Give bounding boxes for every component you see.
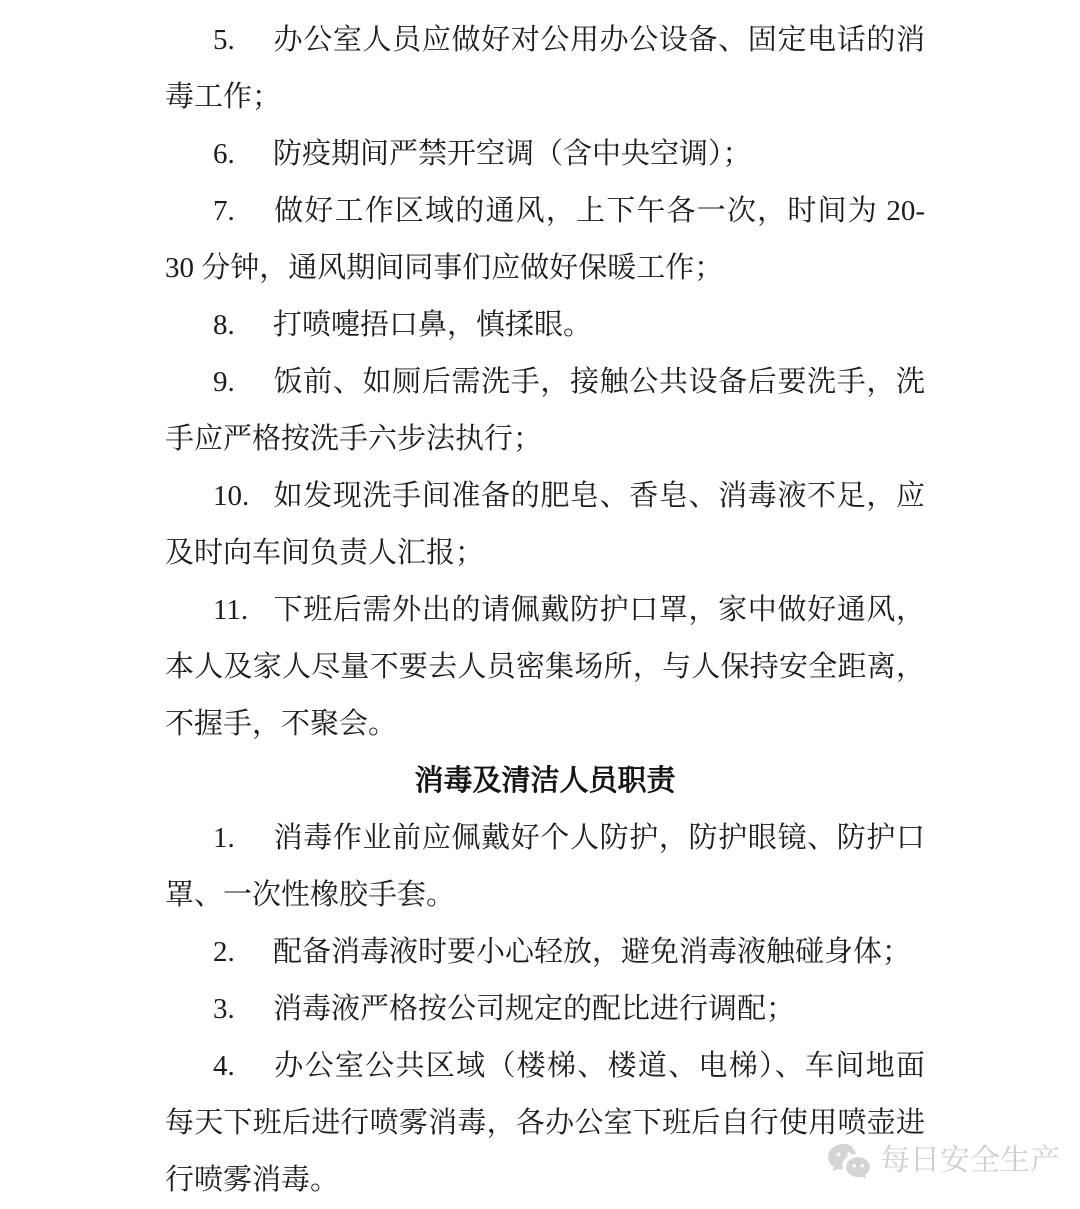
- item-number: 10.: [213, 480, 250, 512]
- item-number: 1.: [213, 822, 235, 854]
- item-text: 饭前、如厕后需洗手，接触公共设备后要洗手，洗手应严格按洗手六步法执行；: [165, 366, 925, 455]
- watermark-text: 每日安全生产: [880, 1144, 1060, 1177]
- item-text: 消毒液严格按公司规定的配比进行调配；: [273, 993, 796, 1025]
- list-item: [165, 924, 925, 981]
- item-number: 7.: [213, 195, 235, 227]
- item-text: 办公室人员应做好对公用办公设备、固定电话的消毒工作；: [165, 24, 925, 113]
- item-text: 办公室公共区域（楼梯、楼道、电梯）、车间地面每天下班后进行喷雾消毒，各办公室下班后自行使用喷壶进行喷雾消毒。: [165, 1050, 925, 1196]
- item-text: 配备消毒液时要小心轻放，避免消毒液触碰身体；: [273, 936, 912, 968]
- list-item: [165, 468, 925, 582]
- list-item: [165, 582, 925, 753]
- list-item: [165, 297, 925, 354]
- list-item: [165, 12, 925, 126]
- item-number: 5.: [213, 24, 235, 56]
- item-text: 消毒作业前应佩戴好个人防护，防护眼镜、防护口罩、一次性橡胶手套。: [165, 822, 925, 911]
- list-item: [165, 183, 925, 297]
- list-item: [165, 1038, 925, 1209]
- item-text: 做好工作区域的通风，上下午各一次，时间为 20-30 分钟，通风期间同事们应做好保暖工作；: [165, 195, 925, 284]
- item-text: 如发现洗手间准备的肥皂、香皂、消毒液不足，应及时向车间负责人汇报；: [165, 480, 925, 569]
- item-text: 防疫期间严禁开空调（含中央空调）；: [273, 138, 752, 170]
- wechat-icon: [826, 1142, 872, 1180]
- watermark: [826, 1141, 1060, 1181]
- section-heading: 消毒及清洁人员职责: [414, 765, 676, 797]
- item-number: 9.: [213, 366, 235, 398]
- item-number: 3.: [213, 993, 235, 1025]
- item-text: 打喷嚏捂口鼻，慎揉眼。: [273, 309, 593, 341]
- item-number: 11.: [213, 594, 249, 626]
- list-item: [165, 354, 925, 468]
- item-number: 6.: [213, 138, 235, 170]
- list-item: [165, 126, 925, 183]
- item-number: 8.: [213, 309, 235, 341]
- list-item: [165, 981, 925, 1038]
- item-number: 4.: [213, 1050, 235, 1082]
- item-number: 2.: [213, 936, 235, 968]
- list-item: [165, 810, 925, 924]
- item-text: 下班后需外出的请佩戴防护口罩，家中做好通风，本人及家人尽量不要去人员密集场所，与人保持安全距离，不握手，不聚会。: [165, 594, 925, 740]
